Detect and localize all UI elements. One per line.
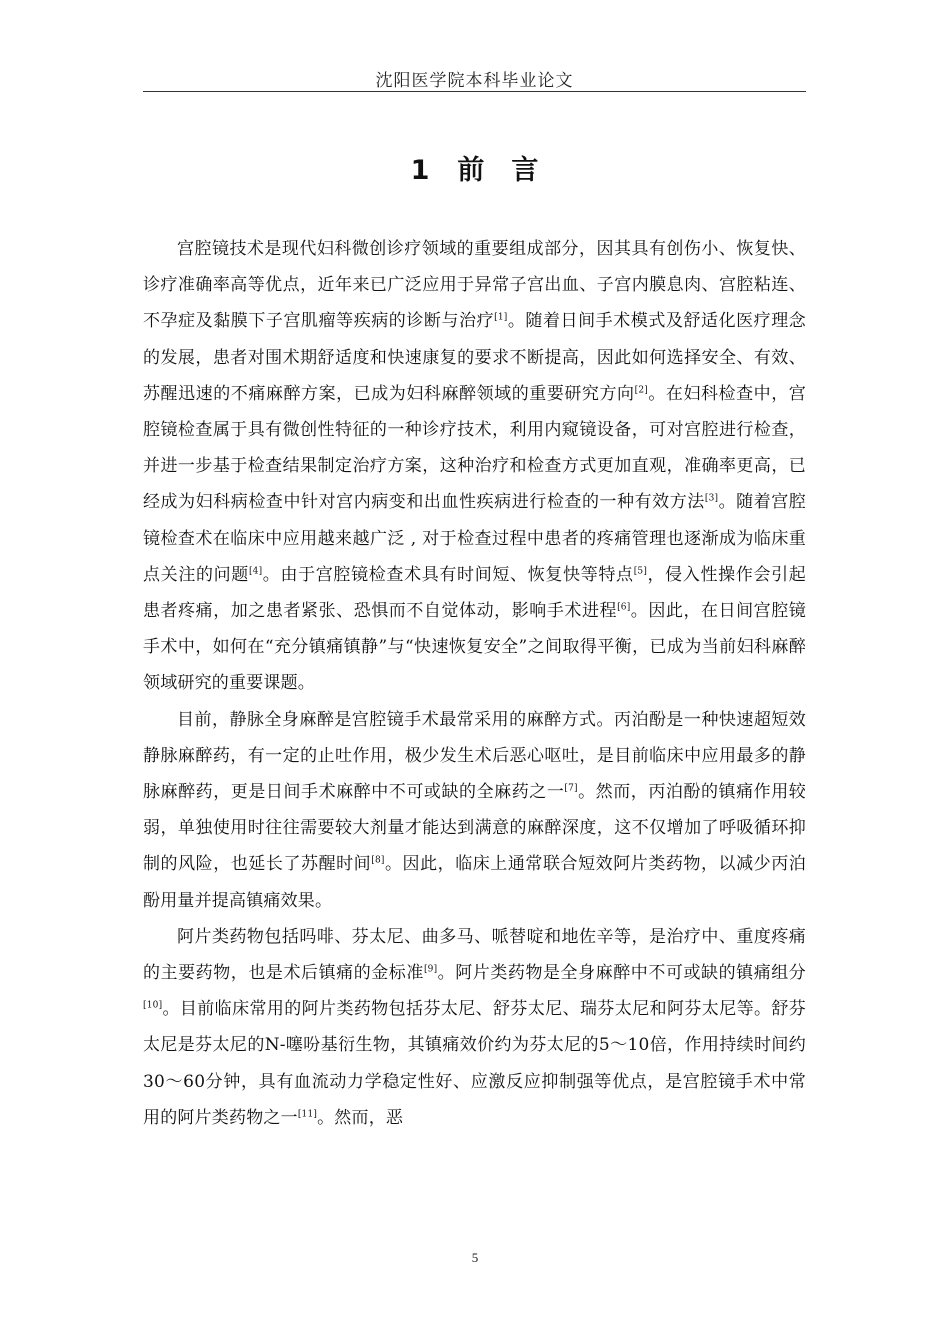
header-rule: [143, 91, 806, 92]
text-run: 。因此，在日间宫腔镜手术中，如何在“充分镇痛镇静”与“快速恢复安全”之间取得平衡，已成为当前妇科麻醉领域研究的重要课题。: [143, 601, 806, 694]
citation-ref: [4]: [248, 566, 263, 577]
text-run: 。在妇科检查中，宫腔镜检查属于具有微创性特征的一种诊疗技术，利用内窥镜设备，可对宫腔进行检查，并进一步基于检查结果制定治疗方案，这种治疗和检查方式更加直观，准确率更高，已经成为妇科病检查中针对宫内病变和出血性疾病进行检查的一种有效方法: [143, 383, 806, 513]
text-run: 。然而，恶: [317, 1107, 404, 1128]
citation-ref: [3]: [704, 493, 719, 504]
paragraph-3: [143, 919, 806, 1136]
text-run: 。然而，丙泊酚的镇痛作用较弱，单独使用时往往需要较大剂量才能达到满意的麻醉深度，这不仅增加了呼吸循环抑制的风险，也延长了苏醒时间: [143, 782, 806, 875]
text-run: 。随着宫腔镜检查术在临床中应用越来越广泛 , 对于检查过程中患者的疼痛管理也逐渐成为临床重点关注的问题: [143, 492, 807, 585]
text-run: 宫腔镜技术是现代妇科微创诊疗领域的重要组成部分，因其具有创伤小、恢复快、诊疗准确率高等优点，近年来已广泛应用于异常子宫出血、子宫内膜息肉、宫腔粘连、不孕症及黏膜下子宫肌瘤等疾病的诊断与治疗: [143, 239, 806, 332]
text-run: 。因此，临床上通常联合短效阿片类药物，以减少丙泊酚用量并提高镇痛效果。: [143, 854, 806, 911]
text-run: 。目前临床常用的阿片类药物包括芬太尼、舒芬太尼、瑞芬太尼和阿芬太尼等。舒芬太尼是芬太尼的N-噻吩基衍生物，其镇痛效价约为芬太尼的5～10倍，作用持续时间约30～60分钟，具有血流动力学稳定性好、应激反应抑制强等优点，是宫腔镜手术中常用的阿片类药物之一: [143, 999, 806, 1128]
text-run: 。阿片类药物是全身麻醉中不可或缺的镇痛组分: [437, 963, 807, 984]
page-number: 5: [471, 1250, 479, 1265]
text-run: 阿片类药物包括吗啡、芬太尼、曲多马、哌替啶和地佐辛等，是治疗中、重度疼痛的主要药物，也是术后镇痛的金标准: [143, 926, 806, 984]
text-run: ，侵入性操作会引起患者疼痛，加之患者紧张、恐惧而不自觉体动，影响手术进程: [143, 564, 806, 622]
body-text: [143, 231, 806, 1136]
paragraph-2: [143, 702, 806, 919]
section-title: 前 言: [457, 155, 539, 186]
paragraph-1: [143, 231, 806, 702]
text-run: 。由于宫腔镜检查术具有时间短、恢复快等特点: [262, 564, 634, 585]
citation-ref: [9]: [423, 964, 438, 975]
section-heading: [143, 148, 806, 187]
text-run: 。随着日间手术模式及舒适化医疗理念的发展，患者对围术期舒适度和快速康复的要求不断提高，因此如何选择安全、有效、苏醒迅速的不痛麻醉方案，已成为妇科麻醉领域的重要研究方向: [143, 311, 806, 404]
citation-ref: [2]: [634, 385, 648, 396]
citation-ref: [8]: [371, 855, 385, 866]
citation-ref: [10]: [143, 1000, 163, 1011]
citation-ref: [5]: [633, 566, 648, 577]
section-number: 1: [410, 155, 430, 186]
citation-ref: [11]: [297, 1109, 318, 1120]
citation-ref: [6]: [617, 602, 631, 613]
running-header: 沈阳医学院本科毕业论文: [375, 71, 574, 91]
text-run: 目前，静脉全身麻醉是宫腔镜手术最常采用的麻醉方式。丙泊酚是一种快速超短效静脉麻醉药，有一定的止吐作用，极少发生术后恶心呕吐，是目前临床中应用最多的静脉麻醉药，更是日间手术麻醉中不可或缺的全麻药之一: [143, 709, 806, 803]
citation-ref: [1]: [494, 312, 508, 323]
citation-ref: [7]: [564, 783, 578, 794]
